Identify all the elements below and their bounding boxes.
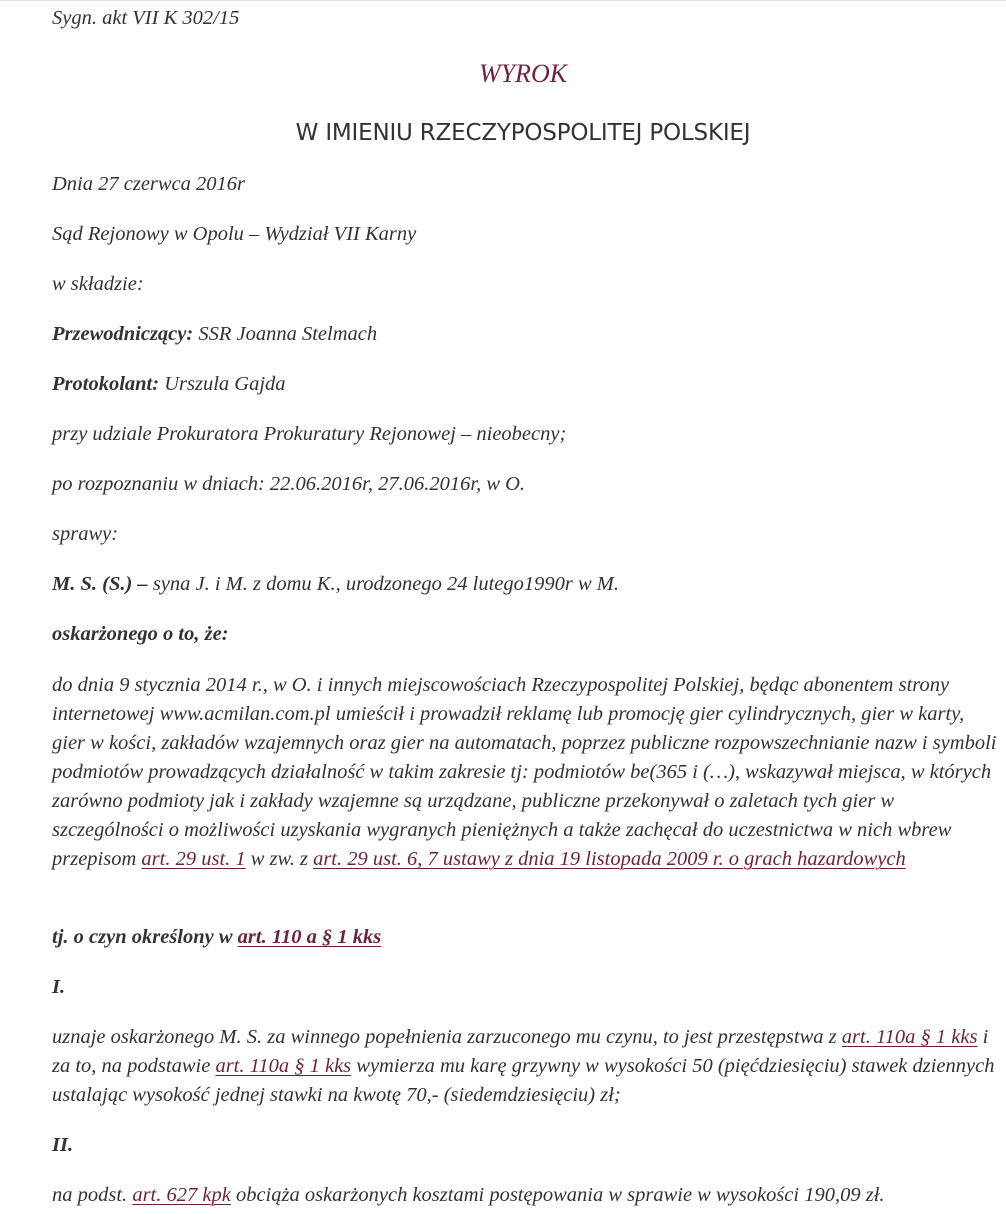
- offense-line: [52, 923, 997, 952]
- link-art-29-ust-1[interactable]: art. 29 ust. 1: [141, 848, 246, 870]
- chair-line: [52, 320, 997, 349]
- charge-paragraph: [52, 671, 997, 874]
- defendant-label: M. S. (S.) –: [52, 573, 148, 595]
- chair-value: SSR Joanna Stelmach: [193, 323, 378, 345]
- charge-text: do dnia 9 stycznia 2014 r., w O. i innych miejscowościach Rzeczypospolitej Polskiej, będąc abonentem strony internetowej www.acmilan.com.pl umieścił i prowadził reklamę lub promocję gier cylindrycznych, gier w karty, gier w kości, zakładów wzajemnych oraz gier na automatach, poprzez publiczne rozpowszechnianie nazw i symboli podmiotów prowadzących działalność w takim zakresie tj: podmiotów be(365 i (…), wskazywał miejsca, w których zarówno podmioty jak i zakłady wzajemne są urządzane, publiczne przekonywał o zaletach tych gier w szczególności o możliwości uzyskania wygranych pieniężnych a także zachęcał do uczestnictwa w nich wbrew przepisom: [52, 674, 997, 870]
- section-2-text-b: obciąża oskarżonych kosztami postępowania w sprawie w wysokości 190,09 zł.: [230, 1184, 885, 1206]
- clerk-line: [52, 370, 997, 399]
- section-1-text-a: uznaje oskarżonego M. S. za winnego popełnienia zarzuconego mu czynu, to jest przestępstwa z: [52, 1026, 842, 1048]
- composition-label: w składzie:: [52, 273, 144, 295]
- section-1-numeral: I.: [52, 976, 66, 998]
- page-title: WYROK: [478, 59, 568, 88]
- page-subtitle: W IMIENIU RZECZYPOSPOLITEJ POLSKIEJ: [295, 120, 751, 146]
- accused-heading: oskarżonego o to, że:: [52, 623, 229, 645]
- section-1-text-c: wymierza mu karę grzywny w wysokości 50 (pięćdziesięciu) stawek dziennych ustalając wysokość jednej stawki na kwotę 70,- (siedemdziesięciu) zł;: [52, 1055, 995, 1106]
- link-art-29-ust-6-7[interactable]: art. 29 ust. 6, 7 ustawy z dnia 19 listopada 2009 r. o grach hazardowych: [313, 848, 906, 870]
- case-label: sprawy:: [52, 523, 119, 545]
- clerk-value: Urszula Gajda: [159, 373, 286, 395]
- defendant-line: [52, 570, 997, 599]
- prosecutor-line: przy udziale Prokuratora Prokuratury Rejonowej – nieobecny;: [52, 423, 567, 445]
- section-1-text-b: i za to, na podstawie: [52, 1026, 989, 1077]
- charge-mid: w zw. z: [245, 848, 314, 870]
- defendant-value: syna J. i M. z domu K., urodzonego 24 lutego1990r w M.: [147, 573, 619, 595]
- section-2-text-a: na podst.: [52, 1184, 133, 1206]
- section-2-paragraph: [52, 1181, 997, 1210]
- case-signature: Sygn. akt VII K 302/15: [52, 7, 240, 29]
- section-2-numeral: II.: [52, 1134, 74, 1156]
- offense-prefix: tj. o czyn określony w: [52, 926, 238, 948]
- chair-label: Przewodniczący:: [52, 323, 194, 345]
- link-art-110a-kks[interactable]: art. 110 a § 1 kks: [237, 926, 382, 948]
- hearing-line: po rozpoznaniu w dniach: 22.06.2016r, 27.06.2016r, w O.: [52, 473, 526, 495]
- clerk-label: Protokolant:: [52, 373, 160, 395]
- court-name: Sąd Rejonowy w Opolu – Wydział VII Karny: [52, 223, 417, 245]
- link-art-110a-kks-1[interactable]: art. 110a § 1 kks: [841, 1026, 978, 1048]
- link-art-627-kpk[interactable]: art. 627 kpk: [132, 1184, 231, 1206]
- judgment-date: Dnia 27 czerwca 2016r: [52, 173, 246, 195]
- link-art-110a-kks-2[interactable]: art. 110a § 1 kks: [215, 1055, 352, 1077]
- section-1-paragraph: [52, 1023, 997, 1110]
